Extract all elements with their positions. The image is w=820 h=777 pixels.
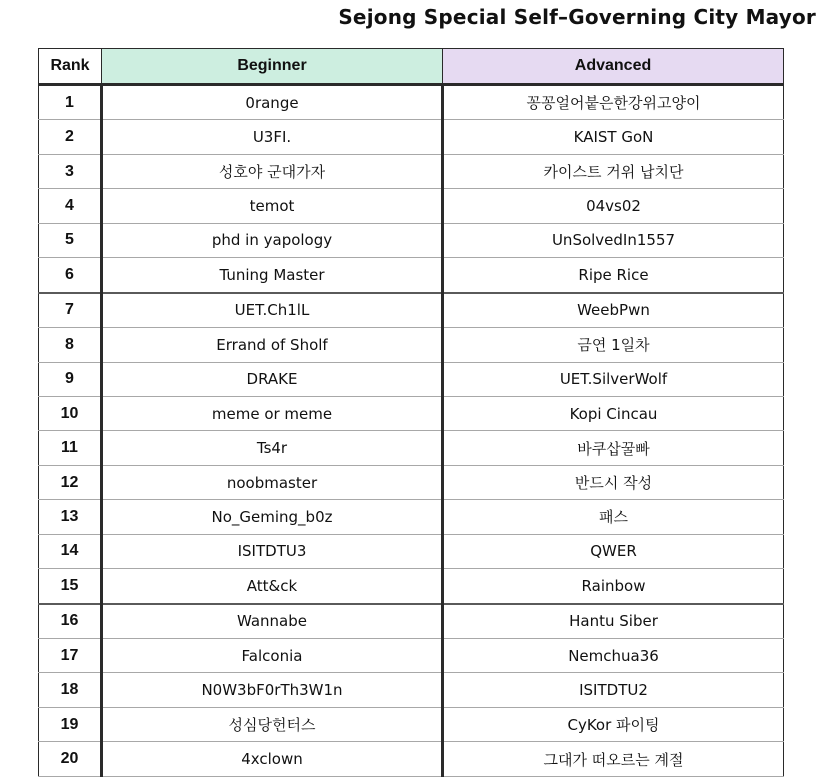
table-row — [39, 223, 784, 257]
rank-cell: 2 — [39, 120, 102, 154]
beginner-team-cell: Ts4r — [102, 431, 443, 465]
page-title: Sejong Special Self–Governing City Mayor — [338, 5, 816, 29]
advanced-team-cell: ISITDTU2 — [443, 673, 784, 707]
beginner-column-header: Beginner — [102, 49, 443, 85]
advanced-team-cell: QWER — [443, 534, 784, 568]
advanced-team-cell: 바쿠삽꿀빠 — [443, 431, 784, 465]
advanced-team-cell: CyKor 파이팅 — [443, 707, 784, 741]
rank-column-header: Rank — [39, 49, 102, 85]
rank-cell: 5 — [39, 223, 102, 257]
rank-cell: 1 — [39, 85, 102, 120]
table-row — [39, 707, 784, 741]
rank-cell: 14 — [39, 534, 102, 568]
beginner-team-cell: 성호야 군대가자 — [102, 154, 443, 188]
table-row — [39, 189, 784, 223]
table-row — [39, 362, 784, 396]
rank-cell: 13 — [39, 500, 102, 534]
rank-cell: 18 — [39, 673, 102, 707]
rank-cell: 19 — [39, 707, 102, 741]
advanced-team-cell: UET.SilverWolf — [443, 362, 784, 396]
advanced-team-cell: 04vs02 — [443, 189, 784, 223]
rank-cell: 8 — [39, 328, 102, 362]
table-row — [39, 258, 784, 293]
beginner-team-cell: U3FI. — [102, 120, 443, 154]
table-row — [39, 328, 784, 362]
rank-cell: 6 — [39, 258, 102, 293]
beginner-team-cell: 성심당헌터스 — [102, 707, 443, 741]
advanced-team-cell: WeebPwn — [443, 293, 784, 328]
rank-cell: 17 — [39, 639, 102, 673]
beginner-team-cell: phd in yapology — [102, 223, 443, 257]
table-row — [39, 85, 784, 120]
beginner-team-cell: DRAKE — [102, 362, 443, 396]
advanced-column-header: Advanced — [443, 49, 784, 85]
ranking-table — [38, 48, 784, 777]
advanced-team-cell: 금연 1일차 — [443, 328, 784, 362]
beginner-team-cell: Errand of Sholf — [102, 328, 443, 362]
table-row — [39, 154, 784, 188]
beginner-team-cell: noobmaster — [102, 465, 443, 499]
beginner-team-cell: Att&ck — [102, 569, 443, 604]
table-body — [39, 85, 784, 777]
table-row — [39, 569, 784, 604]
advanced-team-cell: Rainbow — [443, 569, 784, 604]
rank-cell: 16 — [39, 604, 102, 639]
table-row — [39, 604, 784, 639]
advanced-team-cell: UnSolvedIn1557 — [443, 223, 784, 257]
beginner-team-cell: Wannabe — [102, 604, 443, 639]
advanced-team-cell: 꽁꽁얼어붙은한강위고양이 — [443, 85, 784, 120]
beginner-team-cell: Tuning Master — [102, 258, 443, 293]
table-row — [39, 534, 784, 568]
advanced-team-cell: 패스 — [443, 500, 784, 534]
advanced-team-cell: KAIST GoN — [443, 120, 784, 154]
rank-cell: 15 — [39, 569, 102, 604]
beginner-team-cell: UET.Ch1lL — [102, 293, 443, 328]
advanced-team-cell: Hantu Siber — [443, 604, 784, 639]
table-row — [39, 673, 784, 707]
table-row — [39, 500, 784, 534]
rank-cell: 10 — [39, 396, 102, 430]
beginner-team-cell: temot — [102, 189, 443, 223]
table-header-row — [39, 49, 784, 85]
table-row — [39, 639, 784, 673]
rank-cell: 3 — [39, 154, 102, 188]
table-row — [39, 293, 784, 328]
advanced-team-cell: 반드시 작성 — [443, 465, 784, 499]
advanced-team-cell: 그대가 떠오르는 계절 — [443, 742, 784, 776]
rank-cell: 20 — [39, 742, 102, 776]
beginner-team-cell: 0range — [102, 85, 443, 120]
rank-cell: 12 — [39, 465, 102, 499]
beginner-team-cell: meme or meme — [102, 396, 443, 430]
table-row — [39, 120, 784, 154]
beginner-team-cell: Falconia — [102, 639, 443, 673]
rank-cell: 11 — [39, 431, 102, 465]
advanced-team-cell: 카이스트 거위 납치단 — [443, 154, 784, 188]
beginner-team-cell: 4xclown — [102, 742, 443, 776]
rank-cell: 9 — [39, 362, 102, 396]
beginner-team-cell: ISITDTU3 — [102, 534, 443, 568]
advanced-team-cell: Nemchua36 — [443, 639, 784, 673]
advanced-team-cell: Kopi Cincau — [443, 396, 784, 430]
table-row — [39, 431, 784, 465]
table-row — [39, 742, 784, 776]
advanced-team-cell: Ripe Rice — [443, 258, 784, 293]
rank-cell: 7 — [39, 293, 102, 328]
table-row — [39, 465, 784, 499]
beginner-team-cell: N0W3bF0rTh3W1n — [102, 673, 443, 707]
beginner-team-cell: No_Geming_b0z — [102, 500, 443, 534]
rank-cell: 4 — [39, 189, 102, 223]
table-row — [39, 396, 784, 430]
